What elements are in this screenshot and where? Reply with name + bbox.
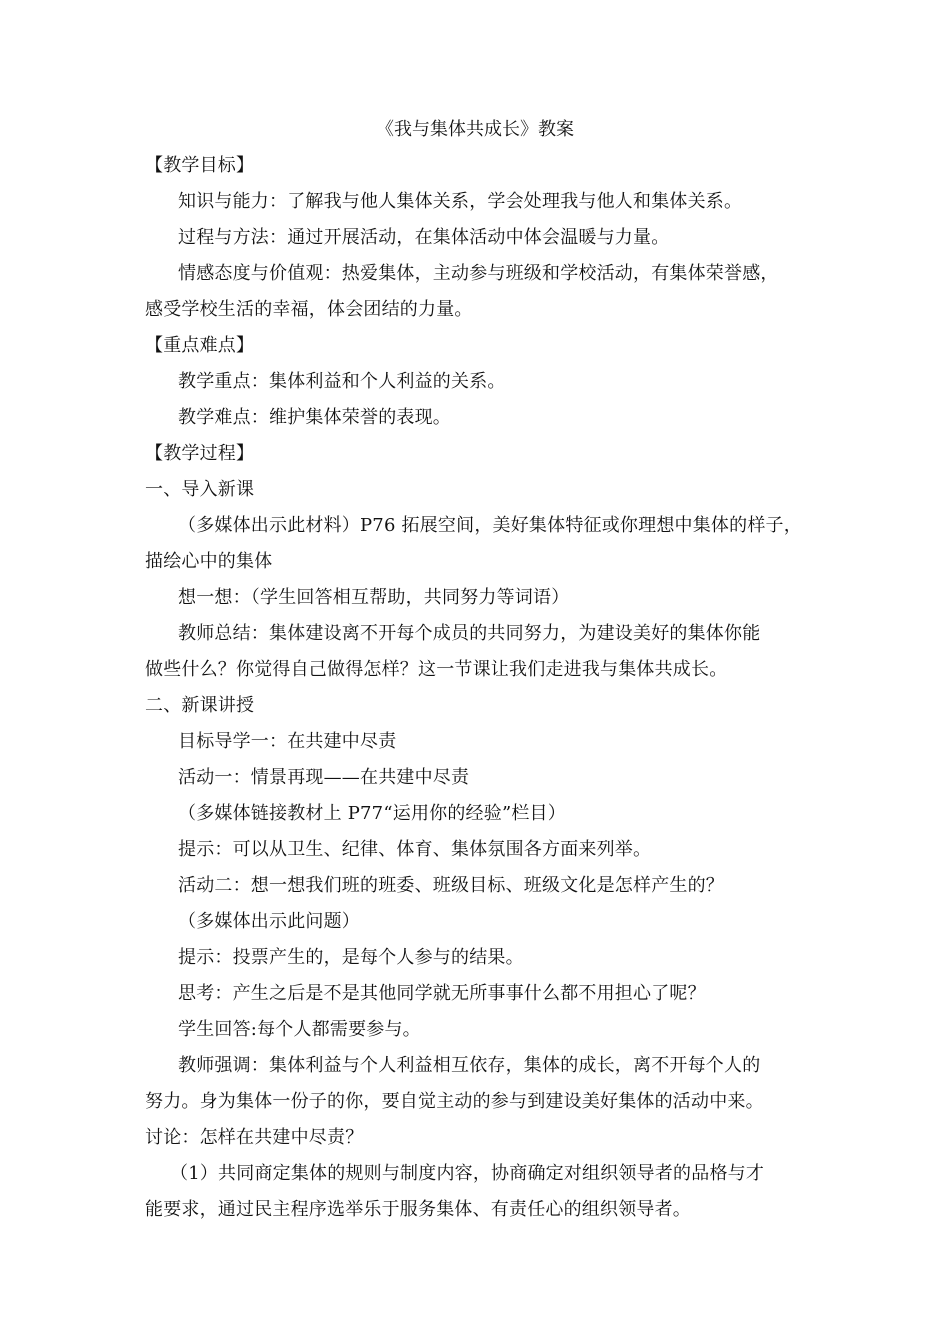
section-heading-objectives: 【教学目标】 bbox=[145, 155, 255, 176]
paragraph-knowledge-ability: 知识与能力：了解我与他人集体关系，学会处理我与他人和集体关系。 bbox=[178, 191, 743, 212]
part2-line: （多媒体链接教材上 P77“运用你的经验”栏目） bbox=[178, 803, 566, 824]
part2-line: 教师强调：集体利益与个人利益相互依存，集体的成长，离不开每个人的 bbox=[178, 1055, 761, 1076]
part2-line: （多媒体出示此问题） bbox=[178, 911, 360, 932]
paragraph-teaching-focus: 教学重点：集体利益和个人利益的关系。 bbox=[178, 371, 506, 392]
part1-line: （多媒体出示此材料）P76 拓展空间，美好集体特征或你理想中集体的样子， bbox=[178, 515, 802, 536]
part2-line: 能要求，通过民主程序选举乐于服务集体、有责任心的组织领导者。 bbox=[145, 1199, 691, 1220]
paragraph-process-method: 过程与方法：通过开展活动，在集体活动中体会温暖与力量。 bbox=[178, 227, 670, 248]
part2-line: 目标导学一：在共建中尽责 bbox=[178, 731, 397, 752]
paragraph-attitude-values: 情感态度与价值观：热爱集体，主动参与班级和学校活动，有集体荣誉感， bbox=[178, 263, 779, 284]
document-title: 《我与集体共成长》教案 bbox=[376, 119, 574, 140]
part2-line: 讨论：怎样在共建中尽责？ bbox=[145, 1127, 364, 1148]
part1-heading: 一、导入新课 bbox=[145, 479, 255, 500]
part2-line: 活动一：情景再现——在共建中尽责 bbox=[178, 767, 470, 788]
paragraph-teaching-difficulty: 教学难点：维护集体荣誉的表现。 bbox=[178, 407, 451, 428]
part2-heading: 二、新课讲授 bbox=[145, 695, 255, 716]
part2-line: 努力。身为集体一份子的你，要自觉主动的参与到建设美好集体的活动中来。 bbox=[145, 1091, 764, 1112]
section-heading-process: 【教学过程】 bbox=[145, 443, 255, 464]
part2-line: 提示：投票产生的，是每个人参与的结果。 bbox=[178, 947, 524, 968]
paragraph-attitude-values-cont: 感受学校生活的幸福，体会团结的力量。 bbox=[145, 299, 473, 320]
part2-line: （1）共同商定集体的规则与制度内容，协商确定对组织领导者的品格与才 bbox=[170, 1163, 765, 1184]
part1-line: 做些什么？你觉得自己做得怎样？这一节课让我们走进我与集体共成长。 bbox=[145, 659, 728, 680]
part1-line: 想一想：（学生回答相互帮助，共同努力等词语） bbox=[178, 587, 570, 608]
part2-line: 活动二：想一想我们班的班委、班级目标、班级文化是怎样产生的？ bbox=[178, 875, 724, 896]
section-heading-key-points: 【重点难点】 bbox=[145, 335, 255, 356]
part2-line: 提示：可以从卫生、纪律、体育、集体氛围各方面来列举。 bbox=[178, 839, 652, 860]
part2-line: 学生回答:每个人都需要参与。 bbox=[178, 1019, 421, 1040]
part1-line: 描绘心中的集体 bbox=[145, 551, 273, 572]
part2-line: 思考：产生之后是不是其他同学就无所事事什么都不用担心了呢？ bbox=[178, 983, 706, 1004]
part1-line: 教师总结：集体建设离不开每个成员的共同努力，为建设美好的集体你能 bbox=[178, 623, 761, 644]
